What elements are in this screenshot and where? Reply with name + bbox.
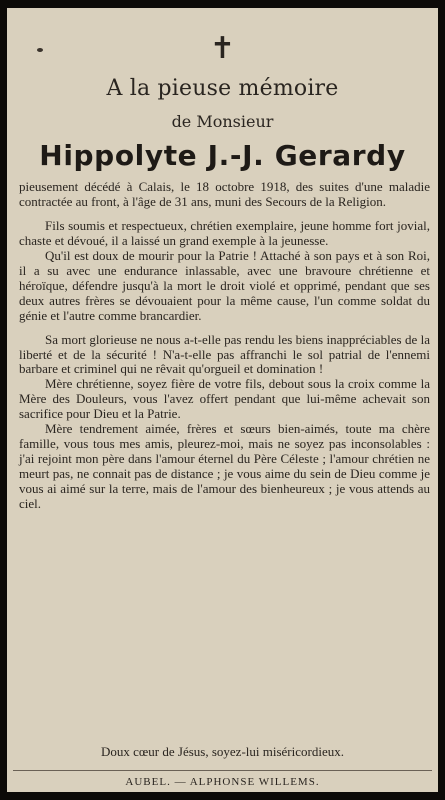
paragraph-family: Mère tendrement aimée, frères et sœurs bien-aimés, toute ma chère famille, vous tous mes amis, pleurez-moi, mais ne soyez pas inconsolables : j'ai rejoint mon père dans l'amour éternel du Père Céleste ; l'amour chrétien ne meurt pas, ne connait pas de distance ; je vous aime du sein de Dieu comme je vous ai aimé sur la terre, mais de l'amour des bienheureux ; je vous attends au ciel.: [19, 421, 430, 512]
divider: [13, 770, 432, 771]
closing-prayer: Doux cœur de Jésus, soyez-lui miséricordieux.: [101, 744, 344, 759]
memorial-text: [19, 180, 430, 512]
paragraph-mother: Mère chrétienne, soyez fière de votre fils, debout sous la croix comme la Mère des Douleurs, vous l'avez offert pendant que lui-même achevait son sacrifice pour Dieu et la Patrie.: [19, 376, 430, 422]
heading: A la pieuse mémoire: [106, 76, 339, 101]
printer-imprint: AUBEL. — ALPHONSE WILLEMS.: [125, 776, 320, 788]
subheading: de Monsieur: [171, 112, 274, 131]
paragraph-character: Fils soumis et respectueux, chrétien exemplaire, jeune homme fort jovial, chaste et dévoué, il a laissé un grand exemple à la jeunesse.: [19, 217, 430, 248]
memorial-card: [7, 8, 438, 792]
paragraph-patrie: Qu'il est doux de mourir pour la Patrie ! Attaché à son pays et à son Roi, il a su avec une endurance inlassable, avec une bravoure chrétienne et héroïque, défendre jusqu'à la mort le droit violé et opprimé, pendant que ses deux autres frères se dévouaient pour la même cause, l'un comme soldat du génie et l'autre comme brancardier.: [19, 247, 430, 323]
paragraph-glorious-death: Sa mort glorieuse ne nous a-t-elle pas rendu les biens inappréciables de la liberté et de la sécurité ! N'a-t-elle pas affranchi le sol patrial de l'ennemi barbare et criminel qui ne rêvait qu'orgueil et domination !: [19, 331, 430, 377]
deceased-name: Hippolyte J.-J. Gerardy: [39, 139, 406, 172]
paragraph-death-notice: pieusement décédé à Calais, le 18 octobre 1918, des suites d'une maladie contractée au front, à l'âge de 31 ans, muni des Secours de la Religion.: [19, 179, 430, 209]
cross-icon: ✝: [209, 31, 236, 66]
